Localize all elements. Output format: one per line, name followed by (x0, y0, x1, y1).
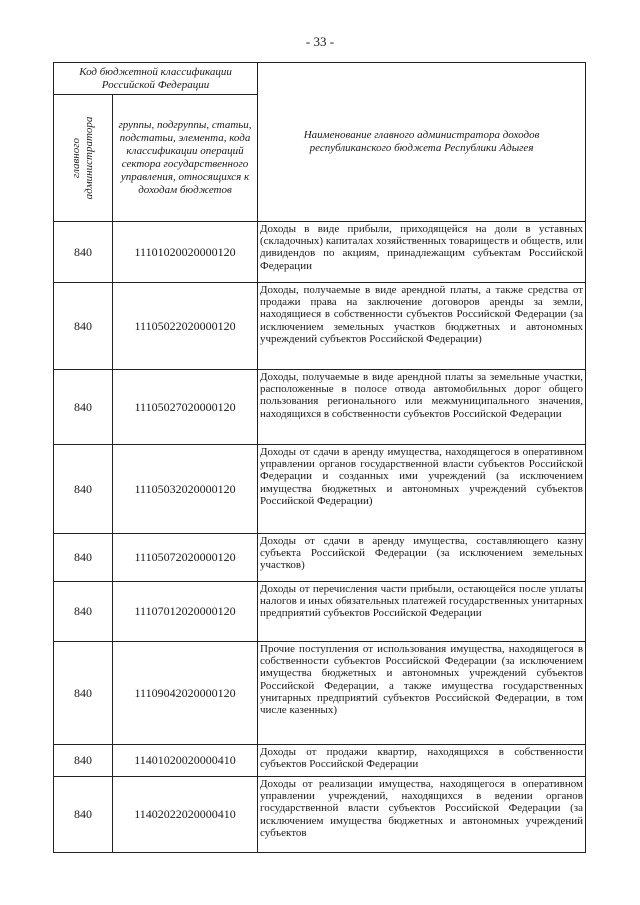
table-row (54, 534, 586, 582)
admin-code: 840 (54, 222, 113, 283)
header-row-top (54, 63, 586, 95)
revenue-name: Доходы от перечисления части прибыли, остающейся после уплаты налогов и иных обязательных платежей государственных унитарных предприятий субъектов Российской Федерации (258, 582, 586, 642)
header-admin-cell (54, 95, 113, 222)
admin-code: 840 (54, 642, 113, 745)
table-row (54, 445, 586, 534)
admin-code: 840 (54, 534, 113, 582)
classification-code: 11107012020000120 (113, 582, 258, 642)
table-row (54, 582, 586, 642)
page-number: - 33 - (305, 34, 335, 49)
budget-classification-table (53, 62, 586, 853)
header-classification-column: группы, подгруппы, статьи, подстатьи, элемента, кода классификации операций сектора государственного управления, относящихся к доходам бюджетов (113, 95, 258, 222)
table-row (54, 283, 586, 370)
admin-code: 840 (54, 745, 113, 777)
table-row (54, 370, 586, 445)
header-name-column: Наименование главного администратора доходов республиканского бюджета Республики Адыгея (258, 63, 586, 222)
revenue-name: Доходы в виде прибыли, приходящейся на доли в уставных (складочных) капиталах хозяйственных товариществ и обществ, или дивидендов по акциям, принадлежащим субъектам Российской Федерации (258, 222, 586, 283)
table-row (54, 777, 586, 853)
classification-code: 11109042020000120 (113, 642, 258, 745)
revenue-name: Прочие поступления от использования имущества, находящегося в собственности субъектов Российской Федерации (за исключением имущества бюджетных и автономных учреждений субъектов Российской Федерации, а также имущества государственных унитарных предприятий субъектов Российской Федерации, в том числе казенных) (258, 642, 586, 745)
admin-code: 840 (54, 582, 113, 642)
header-admin-column: главного администратора (70, 116, 95, 200)
table-row (54, 745, 586, 777)
admin-code: 840 (54, 445, 113, 534)
revenue-name: Доходы от сдачи в аренду имущества, находящегося в оперативном управлении органов государственной власти субъектов Российской Федерации и созданных ими учреждений (за исключением имущества бюджетных и автономных учреждений субъектов Российской Федерации) (258, 445, 586, 534)
classification-code: 11105022020000120 (113, 283, 258, 370)
admin-code: 840 (54, 283, 113, 370)
admin-code: 840 (54, 370, 113, 445)
classification-code: 11105027020000120 (113, 370, 258, 445)
classification-code: 11105072020000120 (113, 534, 258, 582)
classification-code: 11402022020000410 (113, 777, 258, 853)
table-row (54, 222, 586, 283)
classification-code: 11105032020000120 (113, 445, 258, 534)
revenue-name: Доходы от реализации имущества, находящегося в оперативном управлении учреждений, находящихся в ведении органов государственной власти субъектов Российской Федерации (за исключением имущества бюджетных и автономных учреждений субъектов (258, 777, 586, 853)
header-code-group: Код бюджетной классификации Российской Федерации (54, 63, 258, 95)
classification-code: 11401020020000410 (113, 745, 258, 777)
revenue-name: Доходы от сдачи в аренду имущества, составляющего казну субъекта Российской Федерации (за исключением земельных участков) (258, 534, 586, 582)
table-row (54, 642, 586, 745)
revenue-name: Доходы, получаемые в виде арендной платы за земельные участки, расположенные в полосе отвода автомобильных дорог общего пользования регионального или межмуниципального значения, находящихся в собственности субъектов Российской Федерации (258, 370, 586, 445)
classification-code: 11101020020000120 (113, 222, 258, 283)
admin-code: 840 (54, 777, 113, 853)
revenue-name: Доходы, получаемые в виде арендной платы, а также средства от продажи права на заключение договоров аренды за земли, находящиеся в собственности субъектов Российской Федерации (за исключением земельных участков бюджетных и автономных учреждений субъектов Российской Федерации) (258, 283, 586, 370)
revenue-name: Доходы от продажи квартир, находящихся в собственности субъектов Российской Федерации (258, 745, 586, 777)
